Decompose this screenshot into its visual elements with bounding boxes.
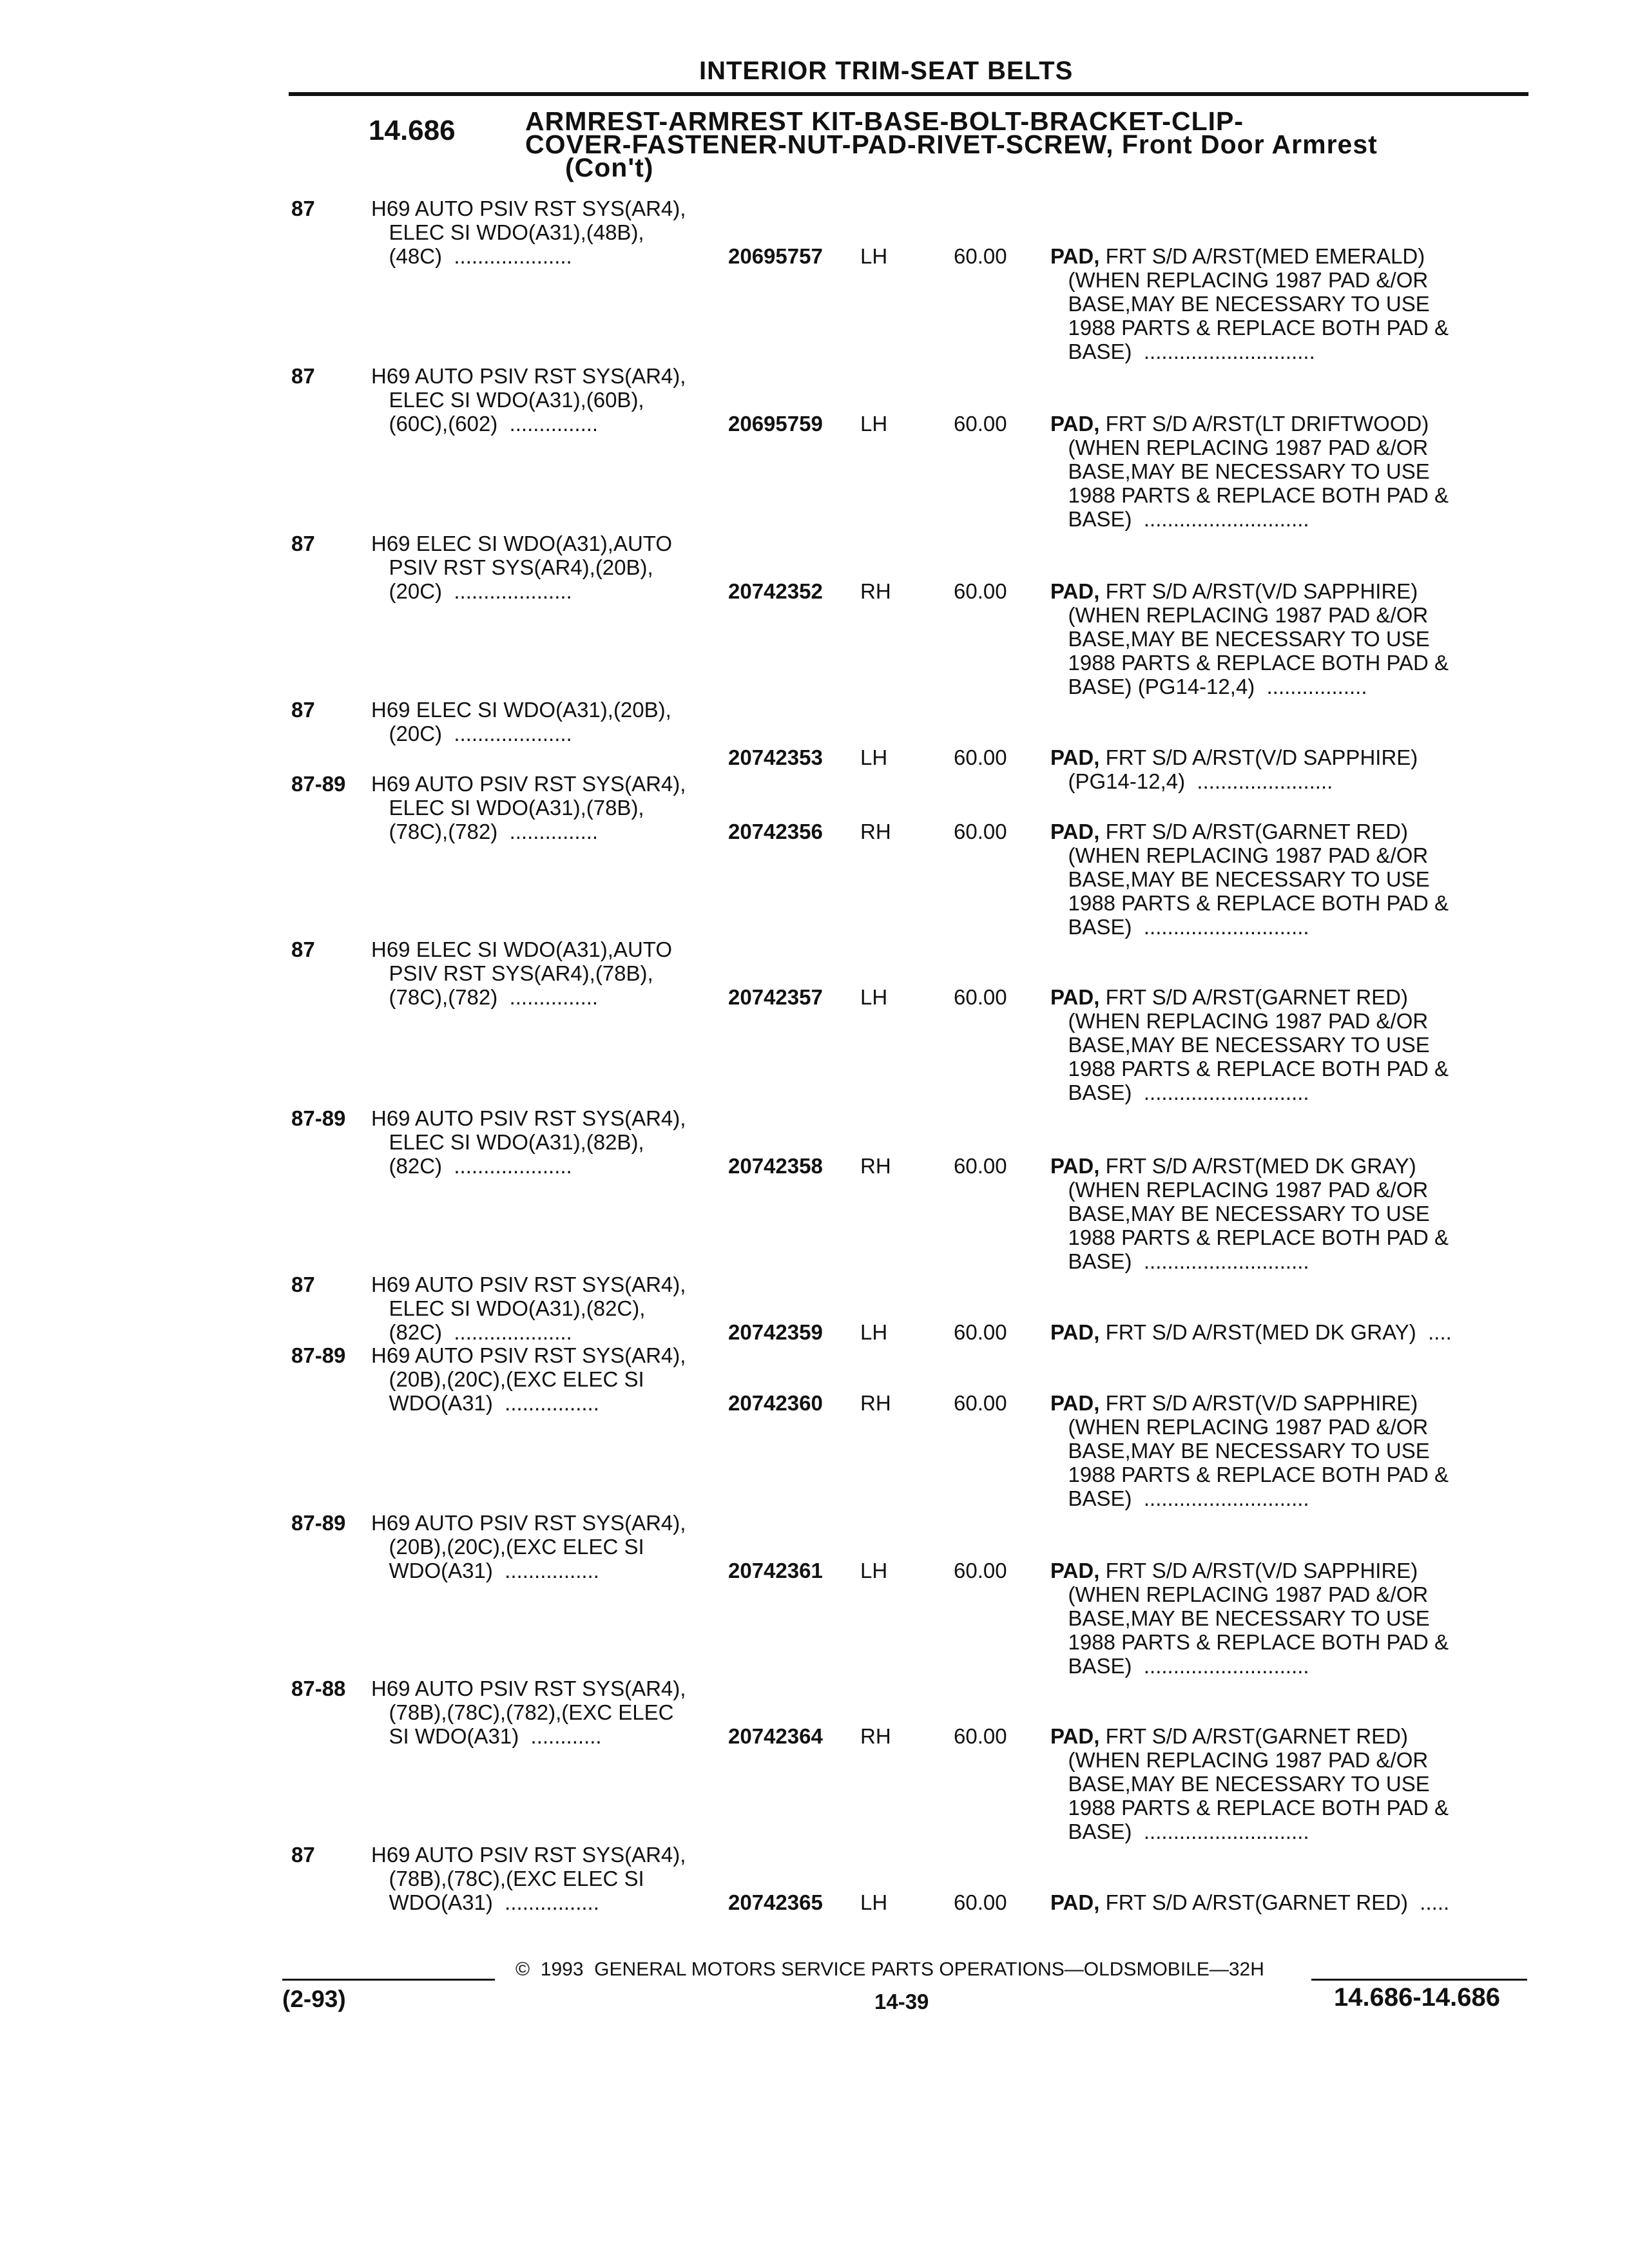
model-year: 87 [291,532,315,555]
quantity-value: 60.00 [954,1391,1007,1415]
item-type: PAD, [1050,1724,1100,1748]
side-indicator: LH [860,1559,888,1582]
section-title-line-3: (Con't) [565,153,654,182]
item-type: PAD, [1050,985,1100,1009]
side-indicator: RH [860,579,891,603]
part-number: 20742359 [728,1320,823,1344]
application-description: H69 ELEC SI WDO(A31),(20B), (20C) .................... [371,698,671,745]
item-type: PAD, [1050,244,1100,268]
model-year: 87 [291,1273,315,1296]
revision-date: (2-93) [282,1986,346,2012]
side-indicator: RH [860,1154,891,1178]
item-detail: FRT S/D A/RST(V/D SAPPHIRE) (WHEN REPLACING 1987 PAD &/OR BASE,MAY BE NECESSARY TO USE 1988 PARTS & REPLACE BOTH PAD & BASE) ............................ [1068,1391,1449,1510]
side-indicator: LH [860,1320,888,1344]
model-year: 87 [291,197,315,220]
part-number: 20742360 [728,1391,823,1415]
model-year: 87-89 [291,1106,346,1130]
item-detail: FRT S/D A/RST(GARNET RED) (WHEN REPLACING 1987 PAD &/OR BASE,MAY BE NECESSARY TO USE 1988 PARTS & REPLACE BOTH PAD & BASE) ............................ [1068,985,1449,1104]
side-indicator: LH [860,412,888,436]
item-description [1050,1154,1449,1273]
part-number: 20742356 [728,820,823,843]
side-indicator: LH [860,1890,888,1914]
section-title-line-2: COVER-FASTENER-NUT-PAD-RIVET-SCREW, Front Door Armrest [525,130,1378,159]
item-detail: FRT S/D A/RST(GARNET RED) (WHEN REPLACING 1987 PAD &/OR BASE,MAY BE NECESSARY TO USE 1988 PARTS & REPLACE BOTH PAD & BASE) ............................ [1068,820,1449,939]
item-detail: FRT S/D A/RST(MED EMERALD) (WHEN REPLACING 1987 PAD &/OR BASE,MAY BE NECESSARY TO USE 1988 PARTS & REPLACE BOTH PAD & BASE) ............................. [1068,244,1449,363]
application-description: H69 AUTO PSIV RST SYS(AR4), ELEC SI WDO(A31),(82C), (82C) .................... [371,1273,686,1344]
footer-rule-right [1311,1979,1527,1981]
quantity-value: 60.00 [954,412,1007,436]
model-year: 87 [291,937,315,961]
application-description: H69 AUTO PSIV RST SYS(AR4), ELEC SI WDO(A31),(78B), (78C),(782) ............... [371,772,686,843]
side-indicator: LH [860,985,888,1009]
item-detail: FRT S/D A/RST(V/D SAPPHIRE) (WHEN REPLACING 1987 PAD &/OR BASE,MAY BE NECESSARY TO USE 1988 PARTS & REPLACE BOTH PAD & BASE) ............................ [1068,1559,1449,1678]
application-description: H69 AUTO PSIV RST SYS(AR4), ELEC SI WDO(A31),(48B), (48C) .................... [371,197,686,268]
application-description: H69 AUTO PSIV RST SYS(AR4), ELEC SI WDO(A31),(60B), (60C),(602) ............... [371,364,686,436]
quantity-value: 60.00 [954,1559,1007,1582]
page-number: 14-39 [874,1990,929,2013]
model-year: 87 [291,1843,315,1867]
footer-rule-left [282,1979,495,1981]
quantity-value: 60.00 [954,1154,1007,1178]
side-indicator: LH [860,244,888,268]
quantity-value: 60.00 [954,820,1007,843]
part-number: 20742364 [728,1724,823,1748]
section-range: 14.686-14.686 [1334,1983,1501,2012]
application-description: H69 AUTO PSIV RST SYS(AR4), (20B),(20C),(EXC ELEC SI WDO(A31) ................ [371,1511,686,1582]
page-header: INTERIOR TRIM-SEAT BELTS [699,57,1074,85]
item-detail: FRT S/D A/RST(V/D SAPPHIRE) (WHEN REPLACING 1987 PAD &/OR BASE,MAY BE NECESSARY TO USE 1988 PARTS & REPLACE BOTH PAD & BASE) (PG14-12,4) ................. [1068,579,1449,698]
item-type: PAD, [1050,1320,1100,1344]
quantity-value: 60.00 [954,1320,1007,1344]
application-description: H69 AUTO PSIV RST SYS(AR4), (78B),(78C),(EXC ELEC SI WDO(A31) ................ [371,1843,686,1914]
item-description [1050,1559,1449,1678]
quantity-value: 60.00 [954,579,1007,603]
item-detail: FRT S/D A/RST(MED DK GRAY) (WHEN REPLACING 1987 PAD &/OR BASE,MAY BE NECESSARY TO USE 1988 PARTS & REPLACE BOTH PAD & BASE) ............................ [1068,1154,1449,1273]
part-number: 20695759 [728,412,823,436]
item-description [1050,745,1418,793]
header-rule [289,92,1528,96]
section-number: 14.686 [369,115,456,146]
item-description [1050,579,1449,698]
item-type: PAD, [1050,412,1100,436]
item-detail: FRT S/D A/RST(V/D SAPPHIRE) (PG14-12,4) ....................... [1068,745,1418,793]
item-description [1050,1391,1449,1510]
section-title-line-1: ARMREST-ARMREST KIT-BASE-BOLT-BRACKET-CLIP- [525,106,1244,136]
item-description [1050,244,1449,363]
quantity-value: 60.00 [954,985,1007,1009]
item-type: PAD, [1050,745,1100,769]
item-type: PAD, [1050,1391,1100,1415]
model-year: 87-88 [291,1677,346,1700]
item-description [1050,1320,1452,1344]
part-number: 20742365 [728,1890,823,1914]
side-indicator: RH [860,820,891,843]
application-description: H69 AUTO PSIV RST SYS(AR4), ELEC SI WDO(A31),(82B), (82C) .................... [371,1106,686,1178]
item-description [1050,985,1449,1104]
item-type: PAD, [1050,1890,1100,1914]
part-number: 20742357 [728,985,823,1009]
item-detail: FRT S/D A/RST(GARNET RED) ..... [1099,1890,1450,1914]
item-detail: FRT S/D A/RST(GARNET RED) (WHEN REPLACING 1987 PAD &/OR BASE,MAY BE NECESSARY TO USE 1988 PARTS & REPLACE BOTH PAD & BASE) ............................ [1068,1724,1449,1843]
part-number: 20742352 [728,579,823,603]
part-number: 20742358 [728,1154,823,1178]
item-type: PAD, [1050,820,1100,843]
side-indicator: LH [860,745,888,769]
item-type: PAD, [1050,579,1100,603]
quantity-value: 60.00 [954,745,1007,769]
item-description [1050,1724,1449,1843]
model-year: 87 [291,698,315,722]
application-description: H69 AUTO PSIV RST SYS(AR4), (78B),(78C),(782),(EXC ELEC SI WDO(A31) ............ [371,1677,686,1748]
item-description [1050,820,1449,939]
quantity-value: 60.00 [954,1890,1007,1914]
copyright-notice: © 1993 GENERAL MOTORS SERVICE PARTS OPERATIONS—OLDSMOBILE—32H [516,1959,1264,1980]
item-detail: FRT S/D A/RST(MED DK GRAY) .... [1099,1320,1452,1344]
quantity-value: 60.00 [954,244,1007,268]
section-title [525,106,1378,182]
item-description [1050,412,1449,531]
part-number: 20695757 [728,244,823,268]
application-description: H69 ELEC SI WDO(A31),AUTO PSIV RST SYS(AR4),(20B), (20C) .................... [371,532,673,603]
application-description: H69 ELEC SI WDO(A31),AUTO PSIV RST SYS(AR4),(78B), (78C),(782) ............... [371,937,673,1009]
part-number: 20742353 [728,745,823,769]
part-number: 20742361 [728,1559,823,1582]
model-year: 87-89 [291,1511,346,1535]
model-year: 87 [291,364,315,388]
application-description: H69 AUTO PSIV RST SYS(AR4), (20B),(20C),(EXC ELEC SI WDO(A31) ................ [371,1343,686,1415]
side-indicator: RH [860,1724,891,1748]
item-description [1050,1890,1449,1914]
item-type: PAD, [1050,1154,1100,1178]
side-indicator: RH [860,1391,891,1415]
model-year: 87-89 [291,772,346,796]
item-type: PAD, [1050,1559,1100,1582]
model-year: 87-89 [291,1343,346,1367]
item-detail: FRT S/D A/RST(LT DRIFTWOOD) (WHEN REPLACING 1987 PAD &/OR BASE,MAY BE NECESSARY TO USE 1988 PARTS & REPLACE BOTH PAD & BASE) ............................ [1068,412,1449,531]
quantity-value: 60.00 [954,1724,1007,1748]
